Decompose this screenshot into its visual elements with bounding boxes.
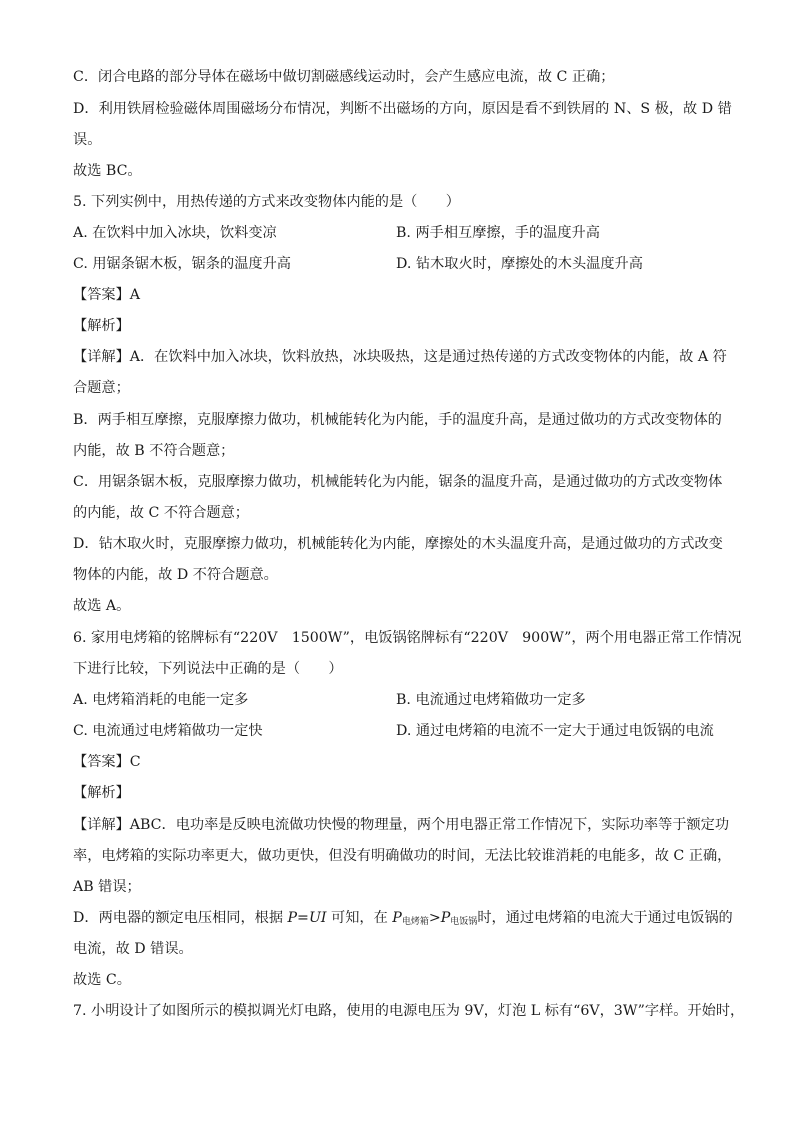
q6-option-a: A. 电烤箱消耗的电能一定多 [73,692,249,708]
q6-detail-d-mid: 可知，在 [326,910,393,926]
q6-detail-line3: AB 错误； [73,879,141,895]
q6-detail-line2: 率，电烤箱的实际功率更大，做功更快，但没有明确做功的时间，无法比较谁消耗的电能多，故 C 正确， [73,848,732,864]
q6-detail-d-suffix: 时，通过电烤箱的电流大于通过电饭锅的 [477,910,733,926]
q5-detail-d-line2: 物体的内能，故 D 不符合题意。 [73,567,278,583]
power-symbol-oven: P [392,910,402,926]
q5-answer: 【答案】A [73,287,140,303]
formula-power: P=UI [287,910,327,926]
analysis-d-line1: D．利用铁屑检验磁体周围磁场分布情况，判断不出磁场的方向，原因是看不到铁屑的 N、S 极，故 D 错 [73,101,732,117]
q6-final-answer: 故选 C。 [73,972,131,988]
q6-option-b: B. 电流通过电烤箱做功一定多 [396,692,586,708]
q5-option-d: D. 钻木取火时，摩擦处的木头温度升高 [396,256,643,272]
q5-analysis-label: 【解析】 [73,318,130,334]
q5-option-c: C. 用锯条锯木板，锯条的温度升高 [73,256,291,272]
q6-detail-d-line1 [73,908,733,932]
q5-stem: 5. 下列实例中，用热传递的方式来改变物体内能的是（ ） [73,194,460,210]
q5-detail-c-line1: C．用锯条锯木板，克服摩擦力做功，机械能转化为内能，锯条的温度升高，是通过做功的方式改变物体 [73,474,723,490]
q5-detail-b-line1: B．两手相互摩擦，克服摩擦力做功，机械能转化为内能，手的温度升高，是通过做功的方式改变物体的 [73,412,722,428]
q5-detail-a-line2: 合题意； [73,380,130,396]
q5-detail-c-line2: 的内能，故 C 不符合题意； [73,505,249,521]
subscript-oven: 电烤箱 [401,917,429,927]
q5-option-a: A. 在饮料中加入冰块，饮料变凉 [73,225,277,241]
q6-detail-d-line2: 电流，故 D 错误。 [73,941,193,957]
q6-analysis-label: 【解析】 [73,785,130,801]
prev-final-answer: 故选 BC。 [73,163,142,179]
q5-final-answer: 故选 A。 [73,598,131,614]
q6-detail-d-prefix: D．两电器的额定电压相同，根据 [73,910,288,926]
q6-option-c: C. 电流通过电烤箱做功一定快 [73,723,263,739]
q5-detail-a-line1: 【详解】A．在饮料中加入冰块，饮料放热，冰块吸热，这是通过热传递的方式改变物体的内能，故 A 符 [73,349,727,365]
power-symbol-cooker: P [440,910,451,926]
greater-than: > [428,910,441,926]
q5-detail-d-line1: D．钻木取火时，克服摩擦力做功，机械能转化为内能，摩擦处的木头温度升高，是通过做功的方式改变 [73,536,723,552]
analysis-c: C．闭合电路的部分导体在磁场中做切割磁感线运动时，会产生感应电流，故 C 正确； [73,69,615,85]
q5-detail-b-line2: 内能，故 B 不符合题意； [73,443,235,459]
analysis-d-line2: 误。 [73,132,102,148]
subscript-cooker: 电饭锅 [450,917,478,927]
q6-stem-line1: 6. 家用电烤箱的铭牌标有“220V 1500W”，电饭锅铭牌标有“220V 900W”，两个用电器正常工作情况 [73,630,742,646]
q6-detail-line1: 【详解】ABC．电功率是反映电流做功快慢的物理量，两个用电器正常工作情况下，实际功率等于额定功 [73,817,730,833]
q6-answer: 【答案】C [73,754,141,770]
q6-stem-line2: 下进行比较，下列说法中正确的是（ ） [73,661,343,677]
q7-stem-line1: 7. 小明设计了如图所示的模拟调光灯电路，使用的电源电压为 9V，灯泡 L 标有“6V，3W”字样。开始时， [73,1003,745,1019]
q5-option-b: B. 两手相互摩擦，手的温度升高 [396,225,600,241]
q6-option-d: D. 通过电烤箱的电流不一定大于通过电饭锅的电流 [396,723,714,739]
